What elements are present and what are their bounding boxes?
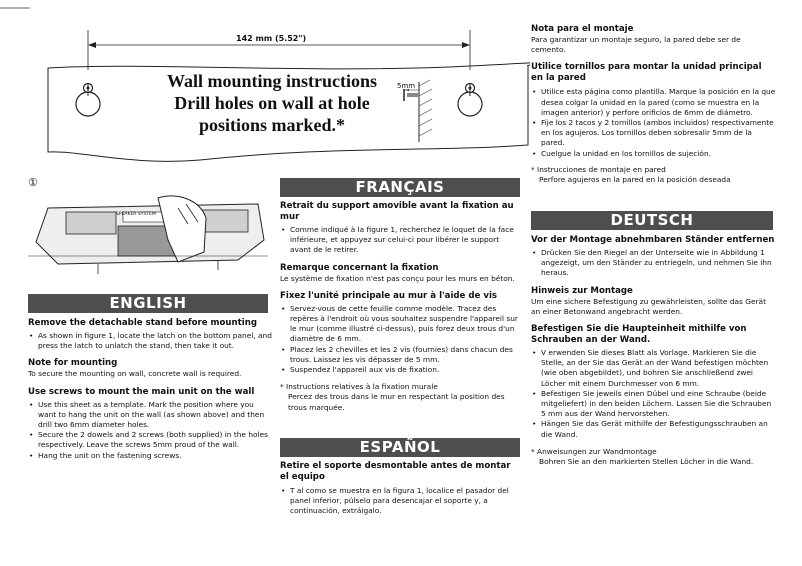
francais-note-line: Percez des trous dans le mur en respectant la position des trous marquée. xyxy=(288,392,505,412)
deutsch-section xyxy=(531,235,776,467)
deutsch-s1-title: Vor der Montage abnehmbaren Ständer entfernen xyxy=(531,235,775,245)
deutsch-note xyxy=(531,447,776,467)
template-title-line: Wall mounting instructions xyxy=(166,71,378,91)
deutsch-s3-item: • Hängen Sie das Gerät mithilfe der Befestigungsschrauben an die Wand. xyxy=(531,419,776,439)
english-s2-title: Note for mounting xyxy=(28,358,118,369)
francais-note-line: * Instructions relatives à la fixation murale xyxy=(280,382,438,392)
template-dimension-label: 142 mm (5.52") xyxy=(236,34,307,43)
espanol-s2 xyxy=(531,24,776,185)
deutsch-s1-item: • Drücken Sie den Riegel an der Unterseite wie in Abbildung 1 angezeigt, um den Ständer zu entriegeln, und nehmen Sie ihn heraus. xyxy=(531,248,776,279)
espanol-s3-title: Utilice tornillos para montar la unidad principal en la pared xyxy=(531,62,762,84)
espanol-s1 xyxy=(280,461,520,517)
stand-removal-figure xyxy=(28,190,268,280)
deutsch-s3-item: • V erwenden Sie dieses Blatt als Vorlage. Markieren Sie die Stelle, an der Sie das Gerät an der Wand befestigen möchten (wie oben abgebildet), und bohren Sie anschließend zwei Löcher mit einem Durchmesser von 6 mm. xyxy=(531,348,776,389)
espanol-s1-item: • T al como se muestra en la figura 1, localice el pasador del panel inferior, púlselo para desencajar el soporte y, a continuación, extráigalo. xyxy=(280,486,520,517)
english-s1-item: • As shown in figure 1, locate the latch on the bottom panel, and press the latch to unlatch the stand, then take it out. xyxy=(28,331,273,351)
espanol-s2-text: Para garantizar un montaje seguro, la pared debe ser de cemento. xyxy=(531,35,741,55)
template-title xyxy=(122,70,422,136)
francais-section xyxy=(280,201,520,413)
figure-number: ① xyxy=(28,176,38,189)
device-label: SPEAKER SYSTEM xyxy=(116,212,156,217)
deutsch-s3-title: Befestigen Sie die Haupteinheit mithilfe von Schrauben an der Wand. xyxy=(531,324,747,346)
deutsch-header: DEUTSCH xyxy=(531,211,773,230)
english-s2-text: To secure the mounting on wall, concrete wall is required. xyxy=(28,369,242,379)
espanol-s3-item: • Utilice esta página como plantilla. Marque la posición en la que desea colgar la unidad en la pared (como se muestra en la imagen anterior) y perfore orificios de 6mm de diámetro. xyxy=(531,87,776,118)
template-title-line: positions marked.* xyxy=(198,115,346,135)
deutsch-s2-text: Um eine sichere Befestigung zu gewährleisten, sollte das Gerät an einer Betonwand angebracht werden. xyxy=(531,296,766,316)
english-s1-title: Remove the detachable stand before mounting xyxy=(28,318,257,328)
francais-header: FRANÇAIS xyxy=(280,178,520,197)
francais-s3-item: • Servez-vous de cette feuille comme modèle. Tracez des repères à l'endroit où vous souhaitez suspendre l'appareil sur le mur (comme illustré ci-dessus), puis forez deux trous d'un diamètre de 6 mm. xyxy=(280,304,520,345)
francais-s3-title: Fixez l'unité principale au mur à l'aide de vis xyxy=(280,290,498,301)
english-s3-title: Use screws to mount the main unit on the wall xyxy=(28,386,255,397)
francais-s2-text: Le système de fixation n'est pas conçu pour les murs en béton. xyxy=(280,273,515,283)
francais-s2-title: Remarque concernant la fixation xyxy=(280,262,439,273)
espanol-note-line: Perfore agujeros en la pared en la posición deseada xyxy=(539,175,731,185)
english-s3-item: • Secure the 2 dowels and 2 screws (both supplied) in the holes respectively. Leave the screws 5mm proud of the wall. xyxy=(28,430,273,450)
espanol-s2-title: Nota para el montaje xyxy=(531,24,634,34)
espanol-s3-item: • Cuelgue la unidad en los tornillos de sujeción. xyxy=(531,149,776,159)
espanol-note xyxy=(531,165,776,185)
screw-depth-label: 5mm xyxy=(397,82,416,90)
english-s3-item: • Hang the unit on the fastening screws. xyxy=(28,451,273,461)
espanol-s3-item: • Fije los 2 tacos y 2 tornillos (ambos incluidos) respectivamente en los agujeros. Los tornillos deben sobresalir 5mm de la pared. xyxy=(531,118,776,149)
francais-note xyxy=(280,382,520,413)
deutsch-s3-item: • Befestigen Sie jeweils einen Dübel und eine Schraube (beide mitgeliefert) in den beiden Löchern. Lassen Sie die Schrauben 5 mm aus der Wand hervorstehen. xyxy=(531,389,776,420)
francais-s1-item: • Comme indiqué à la figure 1, recherchez le loquet de la face inférieure, et appuyez sur celui-ci pour libérer le support avant de le retirer. xyxy=(280,225,520,256)
template-title-line: Drill holes on wall at hole xyxy=(174,93,370,113)
deutsch-note-line: Bohren Sie an den markierten Stellen Löcher in die Wand. xyxy=(539,457,754,467)
espanol-note-line: * Instrucciones de montaje en pared xyxy=(531,164,666,174)
english-header: ENGLISH xyxy=(28,294,268,313)
english-section xyxy=(28,318,273,461)
espanol-s1-title: Retire el soporte desmontable antes de montar el equipo xyxy=(280,461,511,482)
espanol-header: ESPAÑOL xyxy=(280,438,520,457)
francais-s3-item: • Placez les 2 chevilles et les 2 vis (fournies) dans chacun des trous. Laissez les vis dépasser de 5 mm. xyxy=(280,345,520,365)
deutsch-note-line: * Anweisungen zur Wandmontage xyxy=(531,446,657,456)
francais-s3-item: • Suspendez l'appareil aux vis de fixation. xyxy=(280,365,520,375)
francais-s1-title: Retrait du support amovible avant la fixation au mur xyxy=(280,201,514,222)
deutsch-s2-title: Hinweis zur Montage xyxy=(531,285,633,296)
english-s3-item: • Use this sheet as a template. Mark the position where you want to hang the unit on the wall (as shown above) and then drill two 6mm diameter holes. xyxy=(28,400,273,431)
